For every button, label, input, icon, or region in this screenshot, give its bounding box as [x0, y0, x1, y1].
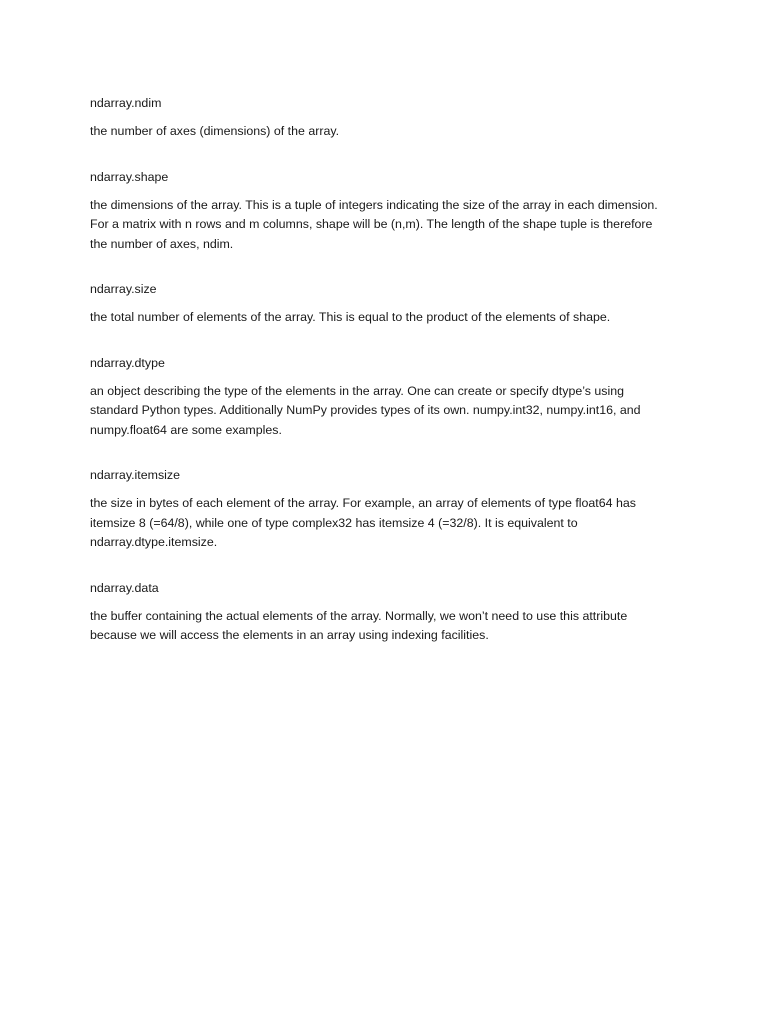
attribute-description: the dimensions of the array. This is a tuple of integers indicating the size of the array in each dimension. For a matrix with n rows and m columns, shape will be (n,m). The length of the shape tuple is therefore the number of axes, ndim. [90, 197, 658, 251]
attribute-name: ndarray.dtype [90, 355, 165, 370]
attribute-entry-dtype [90, 354, 672, 441]
attribute-name: ndarray.itemsize [90, 468, 180, 482]
attribute-entry-shape [90, 168, 672, 255]
attribute-name: ndarray.size [90, 282, 157, 296]
attribute-name: ndarray.shape [90, 169, 169, 184]
attribute-description: an object describing the type of the elements in the array. One can create or specify dtype’s using standard Python types. Additionally NumPy provides types of its own. numpy.int32, numpy.int16, and numpy.float64 are some examples. [90, 383, 641, 437]
attribute-description: the buffer containing the actual elements of the array. Normally, we won’t need to use this attribute because we will access the elements in an array using indexing facilities. [90, 608, 628, 642]
attribute-entry-itemsize [90, 466, 672, 553]
attribute-entry-data [90, 579, 672, 646]
attribute-entry-ndim [90, 94, 672, 142]
attribute-description: the size in bytes of each element of the array. For example, an array of elements of type float64 has itemsize 8 (=64/8), while one of type complex32 has itemsize 4 (=32/8). It is equivalent to ndarray.dtype.itemsize. [90, 496, 636, 549]
attribute-description: the total number of elements of the array. This is equal to the product of the elements of shape. [90, 310, 611, 324]
attribute-description: the number of axes (dimensions) of the array. [90, 124, 340, 138]
attribute-name: ndarray.ndim [90, 96, 162, 110]
attribute-entry-size [90, 280, 672, 328]
attribute-name: ndarray.data [90, 580, 159, 595]
